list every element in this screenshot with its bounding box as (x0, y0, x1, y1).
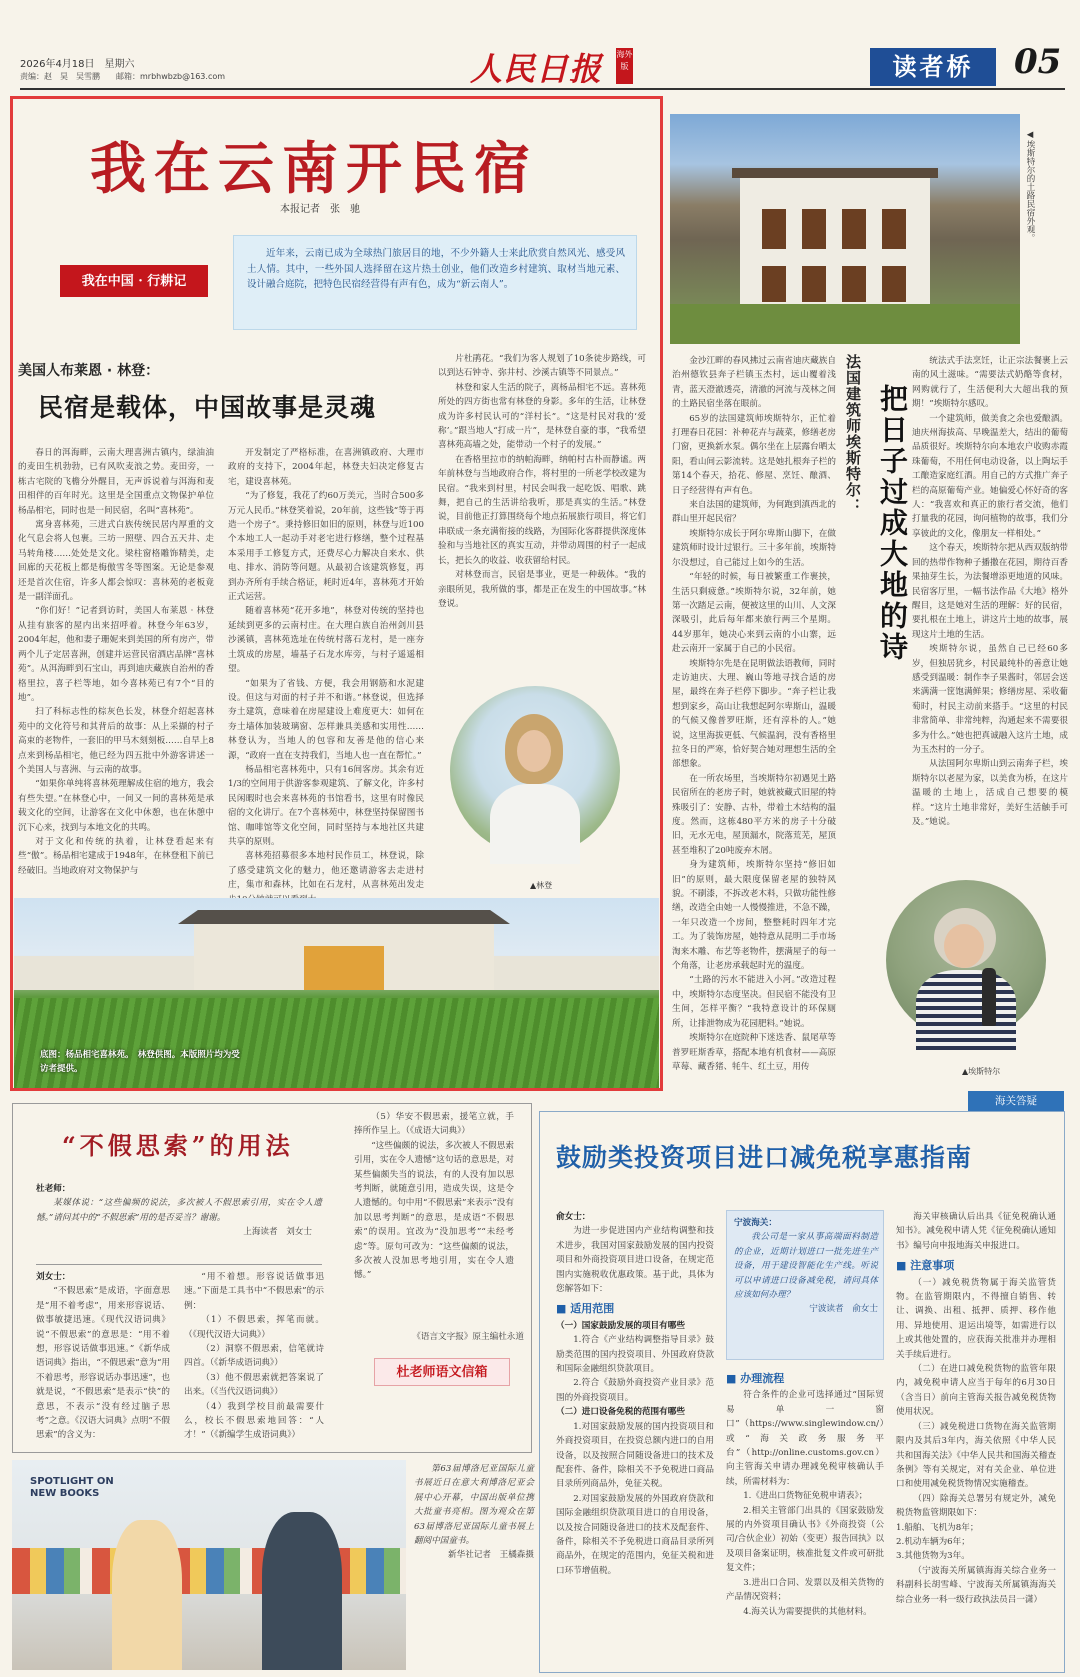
feature-column-3: 片杜鹃花。“我们为客人规划了10条徒步路线，可以到达石钟寺、弥井村、沙溪古镇等不同景点。” 林登和家人生活的院子，离杨品相宅不远。喜林苑所处的四方街也常有林登的身影。多年的生活，让林登成为许多村民认可的“洋村长”。“这是村民对我的‘爱称’。”跟当地人“打成一片”，是林登自豪的事，“我希望喜林苑高墙之处，能带动一个村子的发展。” 在香格里拉市的纳帕海畔，纳帕村古朴而静谧。两年前林登与当地政府合作，将村里的一所老学校改建为民宿。“我来到村里，村民会叫我一起吃饭、唱歌、跳舞，把自己的生活讲给我听，那是真实的生活。”林登说，目前他正打算围绕每个地点拓展旅行项目，将它们串联成一条充满衔接的线路，为国际化客群提供深度体验和与当地社区的真实互动，并带动周围的村子一起成长，把长久的收益、收获留给村民。 对林登而言，民宿是事业，更是一种载体。“我的亲眼所见，我所做的事，都是正在发生的中国故事。”林登说。 (438, 354, 646, 609)
language-answer-column-2: “用不着想。形容说话做事迅速。”下面是工具书中“不假思索”的示例： （1）不假思索，挥笔而就。（《现代汉语大词典》） （2）洞察不假思索，信笔就诗四首。（《新华成语词典》） （3）他不假思索就把答案说了出来。（《当代汉语词典》） （4）我到学校目前最需要什么，校长不假思索地回答：“人才！”（《新编学生成语词典》） (184, 1272, 324, 1441)
building-caption: 底图：杨品相宅喜林苑。 林登供图。本版照片均为受访者提供。 (40, 1050, 240, 1074)
portrait-photo-estelle (886, 880, 1046, 1040)
building-courtyard-gate (304, 946, 384, 990)
customs-question: 宁波海关： 我公司是一家从事高端面料制造的企业，近期计划进口一批先进生产设备，用于建设智能化生产线。听说可以申请进口设备减免税，请问具体应该如何办理？ 宁波读者 俞女士 (734, 1218, 878, 1315)
story2-column-1: 金沙江畔的春风拂过云南省迪庆藏族自治州德钦县奔子栏镇玉杰村，远山覆着浅青，蓝天澄澈透亮，清澈的河流与茂林之间的土路民宿坐落在眼前。 65岁的法国建筑师埃斯特尔，正忙着打理春日花园：补种花卉与蔬菜，修缮老房门窗，更换新水泵。偶尔坐在上层露台晒太阳，看山间云影流转。这是她扎根奔子栏的第14个春天，拾花、修屋、烹饪、酿酒、日子经营得有声有色。 来自法国的建筑师，为何跑到滇西北的群山里开起民宿？ 埃斯特尔成长于阿尔卑斯山脚下，在做建筑师时设计过银行。三十多年前，埃斯特尔没想过，自己能过上如今的生活。 “年轻的时候，每日被繁重工作裹挟，生活只剩疲惫。”埃斯特尔说，32年前，她第一次踏足云南，便被这里的山川、人文深深吸引，此后每年都来旅行两三个星期。44岁那年，她决心来到云南的小山寨，远赴云南开一家属于自己的小民宿。 埃斯特尔先是在昆明做法语教师，同时走访迪庆、大理、巍山等地寻找合适的房屋，最终在奔子栏停下脚步。“奔子栏让我想到家乡，高山让我想起阿尔卑斯山，温暖的气候又像普罗旺斯，还有淳朴的人。”她说，这里海拔更低、气候温润，没有香格里拉冬日的严寒，恰好契合她对理想生活的全部想象。 在一所农场里，当埃斯特尔初遇见土路民宿所在的老房子时，她就被藏式旧屋的特殊吸引了：安静、古朴，带着土木结构的温度。然而，这栋480平方米的房子十分破旧，无水无电，屋顶漏水，院落荒芜，屋顶甚至堆积了20吨废弃木屑。 身为建筑师，埃斯特尔坚持“修旧如旧”的原则，最大限度保留老屋的独特风貌。不刷漆，不拆改老木料，只做功能性修缮，改造全由她一人慢慢推进，不急不躁，一年只改造一个房间，整整耗时四年才完工。为了装饰房屋，她特意从昆明二手市场淘来木雕、布艺等老物件，摆满屋子的每一个角落，让老房承载起时光的温度。 “土路的污水不能进入小河。”改造过程中，埃斯特尔态度坚决。但民宿不能没有卫生间，怎样平衡？“我特意设计的环保厕所，让排泄物成为花园肥料。”她说。 埃斯特尔在庭院种下迷迭香、鼠尾草等普罗旺斯香草，搭配本地有机食材——高原草莓、藏香猪、牦牛、红土豆，用传 (672, 356, 836, 1072)
section-name-badge: 读者桥 (870, 48, 996, 86)
language-divider (36, 1264, 322, 1265)
language-column-stamp: 杜老师语文信箱 (374, 1358, 510, 1386)
lead-text: 近年来，云南已成为全球热门旅居目的地，不少外籍人士来此欣赏自然风光、感受风土人情。其中，一些外国人选择留在这片热土创业，他们改造乡村建筑、取材当地元素、设计融合庭院，把特色民宿经营得有声有色，成为“新云南人”。 (247, 248, 625, 290)
house-foreground-trees (670, 304, 1020, 344)
customs-column-2: ■ 办理流程 符合条件的企业可选择通过“国际贸易单一窗口”（https://www.singlewindow.cn/）或“海关政务服务平台”（http://online.customs.gov.cn）向主管海关申请办理减免税审核确认手续，所需材料为： 1.《进出口货物征免税申请表》； 2.相关主管部门出具的《国家鼓励发展的内外资项目确认书》《外商投资（公司/合伙企业）初始（变更）报告回执》以及项目备案证明，核准批复文件或可研批复文件； 3.进出口合同、发票以及相关货物的产品情况资料； 4.海关认为需要提供的其他材料。 (726, 1372, 884, 1617)
bookfair-caption: 第63届博洛尼亚国际儿童书展近日在意大利博洛尼亚会展中心开幕，中国出版单位携大批童书亮相。图为观众在第63届博洛尼亚国际儿童书展上翻阅中国童书。 新华社记者 王橘森摄 (414, 1464, 534, 1561)
story-kicker: 美国人布莱恩 · 林登： (18, 363, 160, 379)
logo-edition-tag: 海外版 (616, 48, 633, 84)
story-headline: 民宿是载体，中国故事是灵魂 (38, 393, 377, 422)
section1-heading: ■ 适用范围 (556, 1302, 615, 1316)
house-window-row (762, 209, 908, 249)
feature-byline: 本报记者 张 驰 (280, 204, 360, 215)
page-number: 05 (1014, 42, 1062, 82)
story2-kicker: 法国建筑师埃斯特尔： (844, 354, 862, 514)
portrait-face (517, 730, 551, 772)
masthead-rule (20, 88, 1065, 90)
building-main-hall (194, 920, 494, 990)
customs-column-1: 俞女士： 为进一步促进国内产业结构调整和技术进步，我国对国家鼓励发展的国内投资项目和外商投资项目进口设备，在规定范围内实施税收优惠政策。基于此，具体为您解答如下： ■ 适用范围 （一）国家鼓励发展的项目有哪些 1.符合《产业结构调整指导目录》鼓励类范围的国内投资项目、外国政府贷款和国际金融组织贷款项目。 2.符合《鼓励外商投资产业目录》范围的外商投资项目。 （二）进口设备免税的范围有哪些 1.对国家鼓励发展的国内投资项目和外商投资项目，在投资总额内进口的自用设备，以及按照合同随设备进口的技术及配套件、备件，除相关不予免税进口商品目录所列商品外，免征关税。 2.对国家鼓励发展的外国政府贷款和国际金融组织贷款项目进口的自用设备，以及按合同随设备进口的技术及配套件、备件，除相关不予免税进口商品目录所列商品外，在规定的范围内，免征关税和进口环节增值税。 (556, 1212, 714, 1576)
wine-bottle (982, 968, 996, 1026)
story2-headline: 把日子过成大地的诗 (876, 384, 909, 663)
customs-title: 鼓励类投资项目进口减免税享惠指南 (556, 1143, 973, 1172)
estelle-house-caption: ◀埃斯特尔的土路民宿外观。 (1025, 130, 1035, 242)
feature-column-2: 开发制定了严格标准，在喜洲镇政府、大理市政府的支持下，2004年起，林登夫妇决定修复古宅，建设喜林苑。 “为了修复，我花了约60万美元，当时合500多万元人民币。”林登笑着说，20年前，这些钱“等于再造一个房子”。秉持修旧如旧的原则，林登与近100个本地工人一起动手对老宅进行修缮，整个过程基本采用手工修复方式，还费尽心力解决自来水、供电、排水、消防等问题。从最初合该建筑修复，再到办齐所有手续合格证，耗时近4年，喜林苑才开始正式运营。 随着喜林苑“花开多地”，林登对传统的坚持也延续到更多的云南村庄。在大理白族自治州剑川县沙溪镇，喜林苑选址在传统村落石龙村，是一座夯土筑成的房屋，墙基子石龙水库旁，与村子遥遥相望。 “如果为了省钱、方便，我会用钢筋和水泥建设。但这与对面的村子并不和谐。”林登说，但选择夯土建筑，意味着在房屋建设上难度更大：如何在夯土墙体加装玻璃窗、怎样兼具美感和实用性……林登认为，当地人的包容和友善是他的信心来源，“政府一直在支持我们，当地人也一直在帮忙。” 杨品相宅喜林苑中，只有16间客房。其余有近1/3的空间用于供游客参观建筑、了解文化，许多村民闲暇时也会来喜林苑的书馆看书，这里有时像民宿的文化讲厅。在7个喜林苑中，林登坚持保留图书馆、咖啡馆等文化空间，同时坚持与本地社区共建共享的原则。 喜林苑招募很多本地村民作员工，林登说，除了感受建筑文化的魅力，他还邀请游客去走进村庄，集市和森林，比如在石龙村，从喜林苑出发走 (228, 448, 424, 891)
customs-column-3: 海关审核确认后出具《征免税确认通知书》。减免税申请人凭《征免税确认通知书》编号向申报地海关申报进口。 ■ 注意事项 （一）减免税货物属于海关监管货物。在监管期限内，不得擅自销售、转让、调换、出租、抵押、质押、移作他用、异地使用、退运出境等，如需进行以上或其他处置的，应获海关批准并办理相关手续后进行。 （二）在进口减免税货物的监管年限内，减免税申请人应当于每年的6月30日（含当日）前向主管海关报告减免税货物使用状况。 （三）减免税进口货物在海关监管期限内及其后3年内，海关依照《中华人民共和国海关法》《中华人民共和国海关稽查条例》等有关规定，对有关企业、单位进口和使用减免税货物情况实施稽查。 （四）除海关总署另有规定外，减免税货物监管期限如下： 1.船舶、飞机为8年； 2.机动车辆为6年； 3.其他货物为3年。 （宁波海关所属镇海海关综合业务一科副科长胡雪峰、宁波海关所属镇海海关综合业务一科一级行政执法员吕一潇） (896, 1212, 1056, 1605)
section3-heading: ■ 注意事项 (896, 1259, 955, 1273)
feature-column-1: 春日的洱海畔，云南大理喜洲古镇内，绿油油的麦田生机勃勃，已有风吹麦浪之势。麦田旁，一栋古宅院的飞檐分外醒目，无声诉说着与洱海和麦田相伴的百年时光。这里是全国重点文物保护单位杨品相宅，同时也是一间民宿，名叫“喜林苑”。 寓身喜林苑，三进式白族传统民居内厚重的文化气息会将人包裹。三坊一照壁、四合五天井、走马转角楼……处处是文化。梁柱窗格雕饰精美，走回廊的天花板上都是梅傲雪冬等图案。无论是参观还是首次住宿，许多人都会惊叹：喜林苑的老板竟是一副洋面孔。 “你们好！”记者到访时，美国人布莱恩 · 林登从挂有旅客的屋内出来招呼着。林登今年63岁，2004年起，他和妻子珊妮来到美国的所有房产，带两个儿子定居喜洲，创建并运营民宿酒店品牌“喜林苑”。从洱海畔到石宝山，再到迪庆藏族自治州的香格里拉，喜子栏等地，如今喜林苑已有7个“目的地”。 扫了科标志性的棕灰色长发，林登介绍起喜林苑中的文化符号和其背后的故事：从上采撷的村子高束的老物件，一套旧的甲马木刻刻板……自早上8点来到杨品相宅，他已经为四五批中外游客讲述一个美国人与喜洲、与云南的故事。 “如果你单纯将喜林苑理解成住宿的地方，我会有些失望。”在林登心中，一间又一间的喜林苑是承载文化的空间，让游客在文化中休憩，也在休憩中沉下心来，找到与本地文化的共鸣。 对于文化和传统的执着，让林登看起来有些“傲”。杨品相宅建成于1948年，在林登租下前已经破旧。当地政府对文物保护与 (18, 448, 214, 876)
bookfair-photo (12, 1460, 406, 1670)
estelle-face (944, 924, 984, 968)
visitor-right (262, 1512, 342, 1670)
newspaper-logo: 人民日报 (470, 50, 603, 88)
issue-date: 2026年4月18日 星期六 (20, 59, 135, 70)
language-answer-column-1: 刘女士： “不假思索”是成语，字面意思是“用不着考虑”，用来形容说话、做事敏捷迅速。《现代汉语词典》说“不假思索”的意思是：“用不着想，形容说话做事迅速。”《新华成语词典》指出，“不假思索”意为“用不着思考，形容说话办事迅速”，也就是说，“不假思索”是表示“快”的意思，不表示“没有经过脑子思考”之意。《汉语大词典》点明“不假思索”的含义为： (36, 1272, 170, 1441)
language-answer-column-3: （5）华安不假思索，援笔立就，手捧所作呈上。（《成语大词典》） “这些偏颇的说法，多次被人不假思索引用，实在令人遗憾”这句话的意思是，对某些偏颇失当的说法，有的人没有加以思考判断，就随意引用，造成失误，这是令人遗憾的。句中用“不假思索”来表示“没有加以思考判断”的意思，是成语“不假思索”的误用。宜改为“没加思考”“未经考虑”等。原句可改为：“这些偏颇的说法，多次被人没加思考地引用，实在令人遗憾。” (354, 1112, 514, 1281)
editors-line: 责编：赵 昊 吴雪鹏 邮箱：mrbhwbzb@163.com (20, 72, 226, 81)
portrait-photo-lindeng (450, 686, 620, 856)
language-question: 杜老师： 某媒体说：“这些偏频的说法，多次被人不假思索引用，实在令人遗憾。”请问其中的“不假思索”用的是否妥当？谢谢。 上海读者 刘女士 (36, 1184, 322, 1238)
column-tag-label: 我在中国 · 行耕记 (81, 274, 187, 289)
portrait-caption-lindeng: ▲林登 (530, 881, 553, 890)
language-title: “不假思索”的用法 (62, 1131, 294, 1160)
portrait-shirt (490, 784, 580, 864)
section2-heading: ■ 办理流程 (726, 1372, 785, 1385)
customs-column-tag: 海关答疑 (968, 1091, 1064, 1111)
story2-column-2: 统法式手法烹饪，让正宗法餐裹上云南的风土滋味。“需要法式奶酪等食材，网购就行了，生活便利大大超出我的预期！”埃斯特尔感叹。 一个建筑师，做美食之余也爱酿酒。迪庆州海拔高、早晚温差大，结出的葡萄品质很好。埃斯特尔向本地农户收购赤霞珠葡萄，不用任何电动设备，以上陶坛手工酿造家庭红酒。用自己的方式推广奔子栏的高原葡萄产业。她偏爱心怀好奇的客人：“我喜欢和真正的旅行者交流，他们打量我的花园，询问植物的故事，我们分享彼此的文化，像朋友一样相处。” 这个春天，埃斯特尔把从西双版纳带回的热带作物种子播撒在花园，期待百香果抽芽生长，为法餐增添更地道的风味。民宿客厅里，一幅书法作品《大地》格外醒目，这是她对生活的理解：好的民宿，要扎根在土地上，讲这片土地的故事，展现这片土地的生活。 埃斯特尔说，虽然自己已经60多岁，但独居犹乡，村民最纯朴的善意让她感受到温暖：制作李子果酱时，邻居会送来满满一筐饱满鲜果；修缮房屋、采收葡萄时，村民主动前来搭手。“这里的村民非常简单、非常纯粹，沟通起来不需要很多为什么。”她也把真诚融入这片土地，成为玉杰村的一分子。 从法国阿尔卑斯山到云南奔子栏，埃斯特尔以老屋为家，以美食为桥，在这片温暖的土地上，活成自己想要的模样。“这片土地非常好，美好生活触手可及。”她说。 (912, 356, 1068, 827)
feature-title: 我在云南开民宿 (90, 136, 538, 202)
house-window-row-2 (762, 266, 908, 302)
house-roof (732, 168, 938, 178)
estelle-striped-shirt (916, 970, 1016, 1050)
book-shelf (12, 1548, 406, 1594)
bookfair-banner: SPOTLIGHT ON NEW BOOKS (30, 1476, 114, 1499)
language-source: 《语言文字报》原主编杜永道 (412, 1332, 524, 1342)
portrait-caption-estelle: ▲埃斯特尔 (962, 1067, 1001, 1076)
estelle-house-photo (670, 114, 1020, 342)
visitor-left (112, 1520, 182, 1670)
